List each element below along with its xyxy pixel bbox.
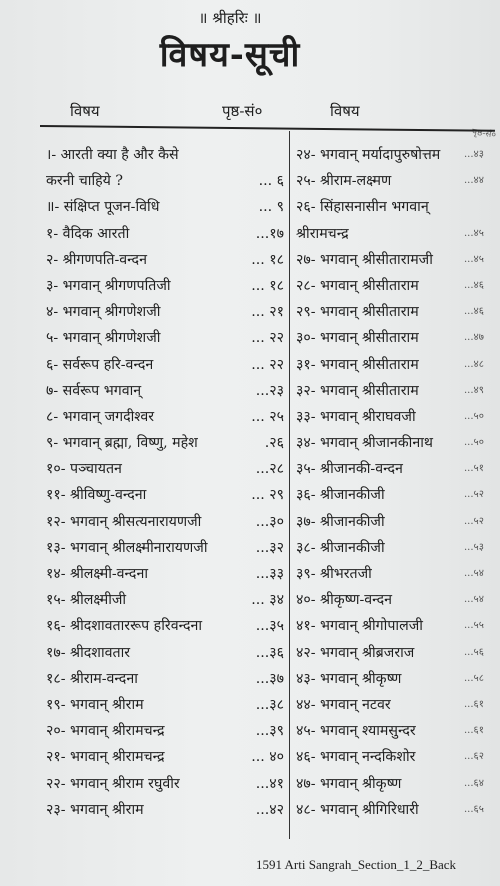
toc-entry-title: ४०- श्रीकृष्ण-वन्दन xyxy=(296,592,392,609)
toc-entry-page: ...५१ xyxy=(464,463,484,475)
toc-entry-page: ... २९ xyxy=(251,487,284,504)
toc-entry-title: ॥- संक्षिप्त पूजन-विधि xyxy=(46,199,160,216)
toc-entry-title: ३०- भगवान् श्रीसीताराम xyxy=(296,330,419,347)
toc-entry-page: ...४५ xyxy=(464,227,484,239)
toc-entry-title: ७- सर्वरूप भगवान् xyxy=(46,382,142,399)
toc-entry-title: ३६- श्रीजानकीजी xyxy=(296,487,385,504)
toc-entry xyxy=(46,273,284,299)
toc-entry-title: १४- श्रीलक्ष्मी-वन्दना xyxy=(46,566,149,582)
toc-entry xyxy=(296,771,496,797)
toc-entry-title: ३७- श्रीजानकीजी xyxy=(296,513,385,530)
toc-entry-title: करनी चाहिये ? xyxy=(46,173,123,190)
toc-entry-title: ४७- भगवान् श्रीकृष्ण xyxy=(296,775,402,792)
toc-entry xyxy=(296,142,496,168)
toc-entry xyxy=(46,352,284,378)
toc-entry-title: २९- भगवान् श्रीसीताराम xyxy=(296,304,419,321)
toc-entry-title: ४१- भगवान् श्रीगोपालजी xyxy=(296,618,423,635)
toc-entry xyxy=(296,640,496,666)
toc-entry xyxy=(46,718,284,744)
toc-entry-title: १५- श्रीलक्ष्मीजी xyxy=(46,592,127,609)
toc-entry xyxy=(296,430,496,456)
toc-entry xyxy=(46,587,284,613)
toc-entry-page: ...६१ xyxy=(464,725,484,737)
toc-entry-page: ...४६ xyxy=(464,279,484,291)
toc-entry-page: ...३८ xyxy=(255,696,284,713)
toc-entry-title: ३९- श्रीभरतजी xyxy=(296,566,372,582)
toc-entry-page: ...६५ xyxy=(464,803,484,815)
toc-entry xyxy=(46,535,284,561)
toc-entry-title: ११- श्रीविष्णु-वन्दना xyxy=(46,487,147,504)
toc-entry-title: १७- श्रीदशावतार xyxy=(46,644,131,661)
toc-entry-page: ...५६ xyxy=(464,646,484,658)
toc-entry-title: २०- भगवान् श्रीरामचन्द्र xyxy=(46,723,165,740)
toc-entry-title: २४- भगवान् मर्यादापुरुषोत्तम xyxy=(296,147,441,163)
column-header-subject: विषय xyxy=(70,102,100,120)
toc-entry-page: ...५४ xyxy=(464,594,484,606)
page-title: विषय-सूची xyxy=(159,35,301,75)
toc-entry xyxy=(46,430,284,456)
toc-entry-page: .२६ xyxy=(264,435,284,452)
toc-entry-page: ... १८ xyxy=(251,277,284,294)
toc-entry xyxy=(46,771,284,797)
toc-entry-page: ...३९ xyxy=(255,723,284,740)
toc-entry xyxy=(46,640,284,666)
toc-entry-title: ३४- भगवान् श्रीजानकीनाथ xyxy=(296,435,433,452)
toc-entry-page: ...३६ xyxy=(255,644,284,661)
toc-entry-title: ४४- भगवान् नटवर xyxy=(296,696,391,713)
toc-entry-page: ...५८ xyxy=(464,672,484,684)
toc-entry xyxy=(46,142,284,168)
toc-entry-title: २२- भगवान् श्रीराम रघुवीर xyxy=(46,775,180,792)
toc-entry-page: ... २५ xyxy=(251,408,284,425)
toc-entry-page: ...४८ xyxy=(464,358,484,370)
toc-entry-title: २५- श्रीराम-लक्ष्मण xyxy=(296,173,392,190)
toc-entry-title: १- वैदिक आरती xyxy=(46,225,130,242)
toc-entry xyxy=(46,561,284,587)
toc-entry xyxy=(296,352,496,378)
toc-entry xyxy=(296,718,496,744)
toc-entry-title: ६- सर्वरूप हरि-वन्दन xyxy=(46,356,154,373)
toc-entry xyxy=(296,692,496,718)
toc-entry-title: ४२- भगवान् श्रीब्रजराज xyxy=(296,644,415,661)
toc-entry xyxy=(296,482,496,508)
toc-entry-title: ९- भगवान् ब्रह्मा, विष्णु, महेश xyxy=(46,435,198,452)
toc-entry-page: ...५० xyxy=(464,410,484,422)
right-toc-column xyxy=(296,142,496,823)
toc-entry-page: ...४३ xyxy=(464,149,484,160)
toc-entry-title: २८- भगवान् श्रीसीताराम xyxy=(296,277,419,294)
toc-entry-page: ... ६ xyxy=(258,173,284,190)
toc-entry-title: २६- सिंहासनासीन भगवान् xyxy=(296,199,429,216)
toc-entry-page: ...३२ xyxy=(255,539,284,556)
toc-entry-title: १३- भगवान् श्रीलक्ष्मीनारायणजी xyxy=(46,539,208,556)
toc-entry-page: ... ४० xyxy=(251,749,284,766)
toc-entry-page: ... २२ xyxy=(251,330,284,347)
toc-entry xyxy=(296,509,496,535)
toc-entry-title: ।- आरती क्या है और कैसे xyxy=(46,147,179,163)
toc-entry xyxy=(296,744,496,770)
toc-entry xyxy=(46,404,284,430)
toc-entry-page: ... २२ xyxy=(251,356,284,373)
toc-entry-page: ... ३४ xyxy=(251,592,284,609)
toc-entry xyxy=(46,299,284,325)
toc-entry-page: ...६४ xyxy=(464,777,484,789)
toc-entry xyxy=(46,221,284,247)
toc-entry-title: २- श्रीगणपति-वन्दन xyxy=(46,251,147,268)
toc-entry-title: ४३- भगवान् श्रीकृष्ण xyxy=(296,670,402,687)
toc-entry xyxy=(296,587,496,613)
toc-entry xyxy=(296,404,496,430)
toc-entry-title: १८- श्रीराम-वन्दना xyxy=(46,670,138,687)
toc-entry xyxy=(296,325,496,351)
column-header-page-2: पृष्ठ-सं० xyxy=(471,127,497,141)
toc-entry-page: ...५२ xyxy=(464,489,484,501)
toc-entry-page: ...३५ xyxy=(255,618,284,635)
toc-entry xyxy=(296,456,496,482)
page-footer: 1591 Arti Sangrah_Section_1_2_Back xyxy=(256,857,457,872)
toc-entry-title: ३२- भगवान् श्रीसीताराम xyxy=(296,382,419,399)
toc-entry xyxy=(296,613,496,639)
column-header-subject-2: विषय xyxy=(330,102,360,120)
toc-entry-page: ...४७ xyxy=(464,332,484,344)
toc-entry-title: ८- भगवान् जगदीश्वर xyxy=(46,408,155,425)
toc-entry xyxy=(296,168,496,194)
toc-entry xyxy=(296,299,496,325)
toc-entry-page: ...४६ xyxy=(464,306,484,318)
toc-entry-page: ...४२ xyxy=(255,801,284,818)
toc-entry-page: ...२८ xyxy=(255,461,284,478)
toc-entry xyxy=(46,456,284,482)
toc-entry-title: १६- श्रीदशावताररूप हरिवन्दना xyxy=(46,618,203,635)
toc-entry-title: १९- भगवान् श्रीराम xyxy=(46,696,144,713)
toc-entry-title: ४८- भगवान् श्रीगिरिधारी xyxy=(296,801,419,818)
toc-entry xyxy=(46,482,284,508)
toc-entry-page: ...४५ xyxy=(464,253,484,265)
toc-entry-title: ३१- भगवान् श्रीसीताराम xyxy=(296,356,419,373)
toc-entry xyxy=(296,247,496,273)
toc-entry-page: ...४४ xyxy=(464,175,484,187)
toc-entry xyxy=(46,325,284,351)
toc-entry-title: ३८- श्रीजानकीजी xyxy=(296,539,385,556)
toc-entry xyxy=(46,613,284,639)
toc-entry-page: ...४१ xyxy=(255,775,284,792)
toc-entry xyxy=(46,692,284,718)
toc-entry-page: ...५४ xyxy=(464,568,484,579)
toc-entry-page: ...५५ xyxy=(464,620,484,632)
toc-entry xyxy=(296,194,496,220)
left-toc-column xyxy=(46,142,284,823)
toc-entry-title: ४- भगवान् श्रीगणेशजी xyxy=(46,304,161,321)
toc-entry xyxy=(46,744,284,770)
toc-entry-title: ३३- भगवान् श्रीराघवजी xyxy=(296,408,416,425)
toc-entry-page: ... २१ xyxy=(251,304,284,321)
toc-entry xyxy=(296,221,496,247)
toc-entry-title: २७- भगवान् श्रीसीतारामजी xyxy=(296,251,433,268)
toc-entry-page: ...४९ xyxy=(464,384,484,396)
toc-entry xyxy=(296,797,496,823)
header-rule xyxy=(40,125,495,132)
toc-entry-title: श्रीरामचन्द्र xyxy=(296,225,349,242)
toc-entry xyxy=(296,561,496,587)
toc-entry-page: ...६१ xyxy=(464,698,484,710)
toc-entry xyxy=(296,378,496,404)
toc-entry xyxy=(46,168,284,194)
toc-entry-title: ४६- भगवान् नन्दकिशोर xyxy=(296,749,416,766)
toc-entry-page: ...२३ xyxy=(255,382,284,399)
toc-entry-page: ...३० xyxy=(255,513,284,530)
toc-entry-title: २१- भगवान् श्रीरामचन्द्र xyxy=(46,749,165,766)
toc-entry xyxy=(46,194,284,220)
toc-entry xyxy=(296,273,496,299)
column-divider xyxy=(289,131,290,839)
toc-entry-page: ... १८ xyxy=(251,251,284,268)
toc-entry-page: ...५० xyxy=(464,437,484,449)
toc-entry-page: ... ९ xyxy=(258,199,284,216)
column-header-page: पृष्ठ-सं० xyxy=(222,102,263,120)
toc-entry-page: ...६२ xyxy=(464,751,484,763)
invocation-heading: ॥ श्रीहरिः ॥ xyxy=(198,9,262,27)
toc-entry-title: १२- भगवान् श्रीसत्यनारायणजी xyxy=(46,513,202,530)
toc-entry-page: ...५२ xyxy=(464,515,484,527)
toc-entry xyxy=(46,509,284,535)
toc-entry-title: ३- भगवान् श्रीगणपतिजी xyxy=(46,277,171,294)
toc-entry-page: ...५३ xyxy=(464,541,484,553)
toc-entry-title: २३- भगवान् श्रीराम xyxy=(46,801,144,818)
toc-entry-title: ४५- भगवान् श्यामसुन्दर xyxy=(296,723,416,740)
toc-entry-page: ...१७ xyxy=(255,225,284,242)
toc-entry xyxy=(46,247,284,273)
toc-entry xyxy=(296,666,496,692)
toc-entry-title: १०- पञ्चायतन xyxy=(46,461,122,478)
toc-entry-page: ...३७ xyxy=(255,670,284,687)
toc-entry xyxy=(296,535,496,561)
toc-entry-title: ३५- श्रीजानकी-वन्दन xyxy=(296,461,403,478)
toc-entry xyxy=(46,378,284,404)
toc-entry-page: ...३३ xyxy=(255,566,284,582)
toc-entry xyxy=(46,797,284,823)
toc-entry xyxy=(46,666,284,692)
toc-entry-title: ५- भगवान् श्रीगणेशजी xyxy=(46,330,161,347)
